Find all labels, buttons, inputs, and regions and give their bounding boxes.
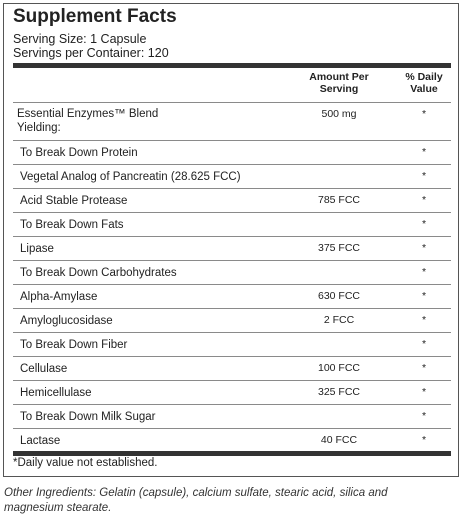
nutrient-name: Lipase (20, 243, 54, 255)
nutrient-daily-value: * (421, 242, 427, 254)
serving-size: Serving Size: 1 Capsule (13, 32, 147, 46)
daily-value-header (386, 71, 462, 95)
dv-header-line2: Value (410, 83, 438, 95)
nutrient-daily-value: * (421, 338, 427, 350)
amount-header-line1: Amount Per (309, 71, 369, 83)
nutrient-amount: 40 FCC (320, 434, 358, 446)
table-row (13, 141, 451, 165)
nutrient-name-line2: Yielding: (17, 122, 61, 134)
nutrient-amount: 630 FCC (317, 290, 360, 302)
nutrient-amount: 325 FCC (317, 386, 360, 398)
nutrient-name: Cellulase (20, 363, 68, 375)
top-divider (13, 63, 451, 68)
table-row (13, 285, 451, 309)
table-row (13, 261, 451, 285)
table-row (13, 237, 451, 261)
nutrient-table (13, 102, 451, 453)
nutrient-name: Alpha-Amylase (20, 291, 98, 303)
nutrient-name: Hemicellulase (20, 387, 92, 399)
nutrient-daily-value: * (421, 362, 427, 374)
nutrient-daily-value: * (421, 266, 427, 278)
table-row (13, 333, 451, 357)
nutrient-daily-value: * (421, 194, 427, 206)
daily-value-footnote: *Daily value not established. (13, 457, 158, 469)
nutrient-amount: 2 FCC (323, 314, 355, 326)
table-row (13, 429, 451, 453)
bottom-divider (13, 451, 451, 456)
table-row (13, 357, 451, 381)
nutrient-daily-value: * (421, 108, 427, 120)
nutrient-amount: 785 FCC (317, 194, 360, 206)
nutrient-amount: 375 FCC (317, 242, 360, 254)
amount-header-line2: Serving (319, 83, 359, 95)
other-ingredients: Other Ingredients: Gelatin (capsule), calcium sulfate, stearic acid, silica and magnesium stearate. (4, 487, 388, 514)
table-row (13, 165, 451, 189)
nutrient-daily-value: * (421, 290, 427, 302)
nutrient-name: Lactase (20, 435, 61, 447)
nutrient-daily-value: * (421, 314, 427, 326)
nutrient-name: Vegetal Analog of Pancreatin (28.625 FCC) (20, 171, 241, 183)
amount-per-serving-header (289, 71, 389, 95)
nutrient-amount: 100 FCC (317, 362, 360, 374)
supplement-facts-panel (3, 3, 459, 477)
nutrient-daily-value: * (421, 386, 427, 398)
panel-title: Supplement Facts (13, 6, 177, 27)
nutrient-name: To Break Down Milk Sugar (20, 411, 156, 423)
nutrient-name: To Break Down Fiber (20, 339, 128, 351)
nutrient-name-line1: Essential Enzymes™ Blend (17, 108, 159, 120)
nutrient-daily-value: * (421, 170, 427, 182)
nutrient-name: Acid Stable Protease (20, 195, 128, 207)
servings-per-container: Servings per Container: 120 (13, 46, 169, 60)
table-row (13, 405, 451, 429)
table-row (13, 102, 451, 141)
nutrient-name (17, 107, 187, 135)
nutrient-daily-value: * (421, 410, 427, 422)
table-row (13, 189, 451, 213)
nutrient-name: To Break Down Carbohydrates (20, 267, 177, 279)
nutrient-daily-value: * (421, 434, 427, 446)
nutrient-name: To Break Down Fats (20, 219, 124, 231)
nutrient-daily-value: * (421, 146, 427, 158)
table-row (13, 309, 451, 333)
nutrient-amount: 500 mg (321, 108, 357, 120)
nutrient-name: Amyloglucosidase (20, 315, 113, 327)
nutrient-daily-value: * (421, 218, 427, 230)
table-row (13, 213, 451, 237)
table-row (13, 381, 451, 405)
dv-header-line1: % Daily (405, 71, 443, 83)
nutrient-name: To Break Down Protein (20, 147, 138, 159)
